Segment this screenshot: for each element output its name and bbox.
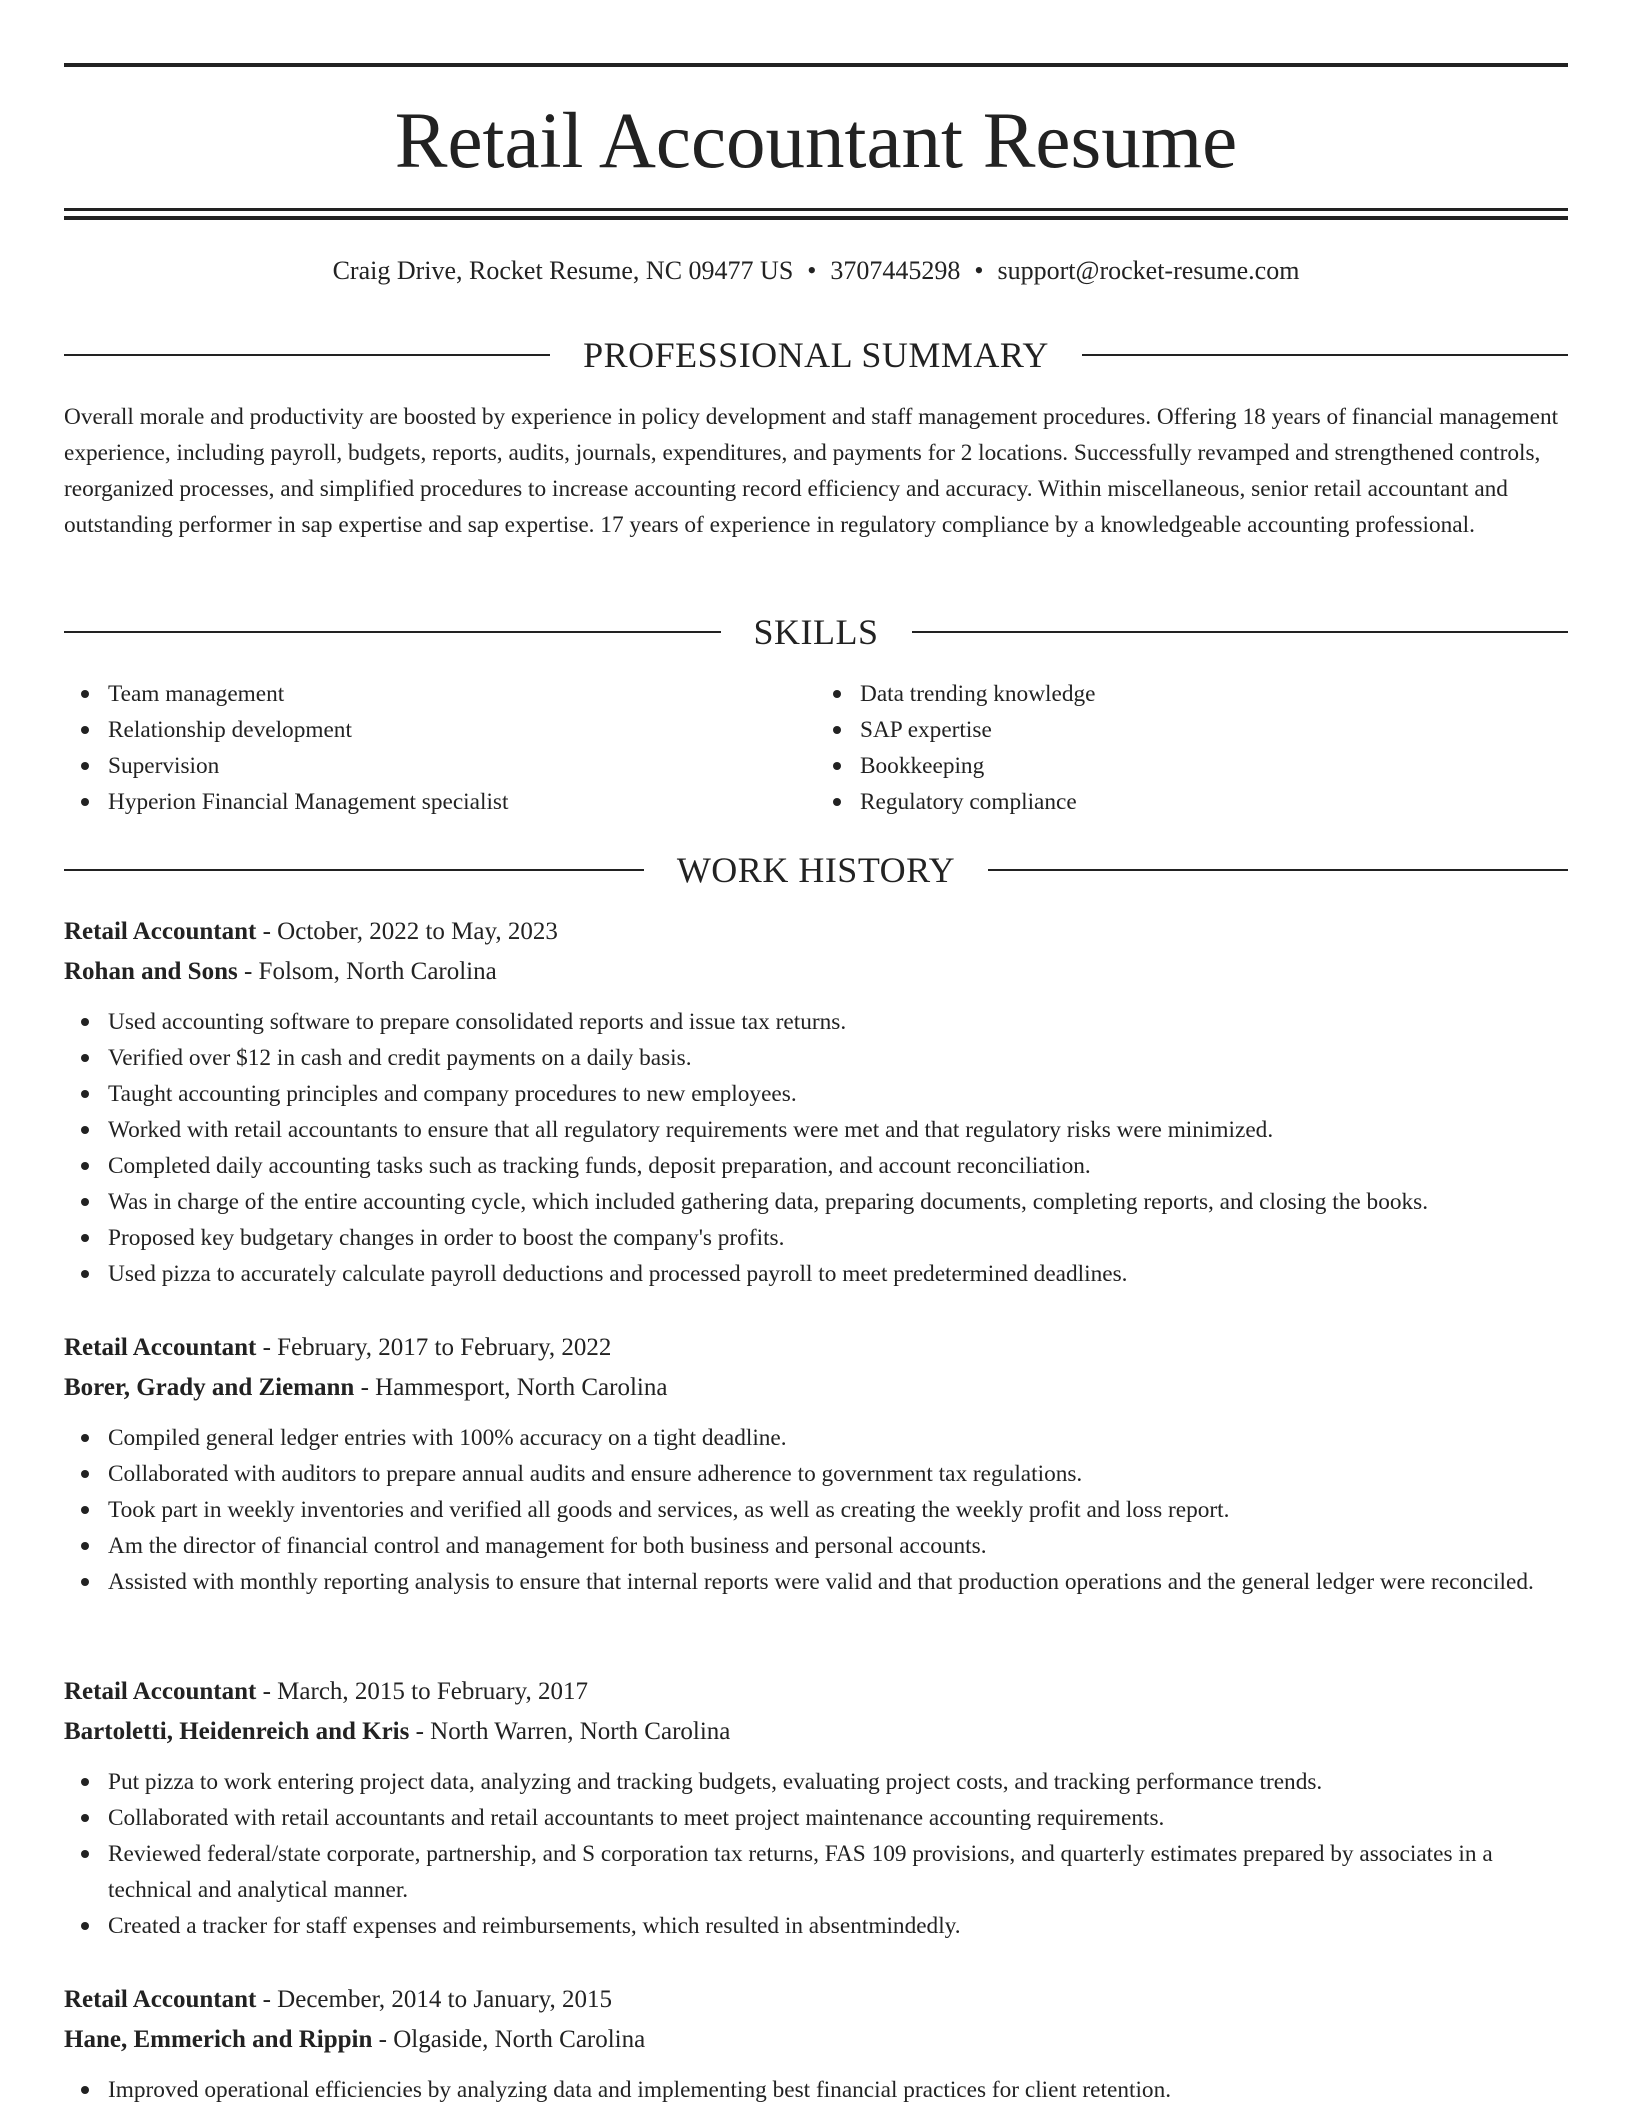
job-dates: - February, 2017 to February, 2022 bbox=[256, 1334, 612, 1361]
job-entry bbox=[64, 1980, 1568, 2108]
section-heading-skills bbox=[64, 611, 1568, 653]
section-title: WORK HISTORY bbox=[676, 850, 956, 890]
skills-column-right bbox=[816, 676, 1568, 820]
job-location: - Hammesport, North Carolina bbox=[354, 1374, 668, 1401]
job-duties bbox=[64, 1004, 1568, 1292]
job-entry bbox=[64, 1672, 1568, 1944]
duty-item: Worked with retail accountants to ensure that all regulatory requirements were met and that regulatory risks were minimized. bbox=[64, 1112, 1568, 1148]
contact-email: support@rocket-resume.com bbox=[997, 256, 1300, 285]
job-company-line bbox=[64, 1712, 1568, 1752]
job-location: - Folsom, North Carolina bbox=[237, 958, 497, 985]
section-rule bbox=[64, 631, 721, 633]
job-company-line bbox=[64, 1368, 1568, 1408]
contact-info bbox=[64, 254, 1568, 288]
duty-item: Completed daily accounting tasks such as tracking funds, deposit preparation, and account reconciliation. bbox=[64, 1148, 1568, 1184]
job-location: - North Warren, North Carolina bbox=[409, 1718, 731, 1745]
job-entry bbox=[64, 912, 1568, 1292]
job-title: Retail Accountant bbox=[64, 1986, 257, 2013]
duty-item: Reviewed federal/state corporate, partnership, and S corporation tax returns, FAS 109 provisions, and quarterly estimates prepared by associates in a technical and analytical manner. bbox=[64, 1836, 1568, 1908]
duty-item: Created a tracker for staff expenses and reimbursements, which resulted in absentmindedly. bbox=[64, 1908, 1568, 1944]
duty-item: Assisted with monthly reporting analysis to ensure that internal reports were valid and that production operations and the general ledger were reconciled. bbox=[64, 1564, 1568, 1600]
job-company-line bbox=[64, 952, 1568, 992]
job-title: Retail Accountant bbox=[64, 1678, 257, 1705]
contact-address: Craig Drive, Rocket Resume, NC 09477 US bbox=[332, 256, 794, 285]
section-heading-work-history bbox=[64, 849, 1568, 891]
job-company: Hane, Emmerich and Rippin bbox=[64, 2026, 373, 2053]
section-rule bbox=[64, 869, 644, 871]
skill-item: Team management bbox=[64, 676, 816, 712]
skills-list bbox=[64, 676, 1568, 820]
section-heading-summary bbox=[64, 334, 1568, 376]
skill-item: SAP expertise bbox=[816, 712, 1568, 748]
job-company: Rohan and Sons bbox=[64, 958, 238, 985]
job-title-line bbox=[64, 1328, 1568, 1368]
section-rule bbox=[64, 354, 550, 356]
section-rule bbox=[988, 869, 1568, 871]
duty-item: Improved operational efficiencies by analyzing data and implementing best financial practices for client retention. bbox=[64, 2072, 1568, 2108]
section-rule bbox=[912, 631, 1569, 633]
job-dates: - December, 2014 to January, 2015 bbox=[256, 1986, 612, 2013]
professional-summary: Overall morale and productivity are boosted by experience in policy development and staff management procedures. Offering 18 years of financial management experience, including payroll, budgets, reports, audits, journals, expenditures, and payments for 2 locations. Successfully revamped and strengthened controls, reorganized processes, and simplified procedures to increase accounting record efficiency and accuracy. Within miscellaneous, senior retail accountant and outstanding performer in sap expertise and sap expertise. 17 years of experience in regulatory compliance by a knowledgeable accounting professional. bbox=[64, 404, 1559, 538]
duty-item: Proposed key budgetary changes in order to boost the company's profits. bbox=[64, 1220, 1568, 1256]
contact-separator: • bbox=[807, 256, 817, 285]
duty-item: Used accounting software to prepare consolidated reports and issue tax returns. bbox=[64, 1004, 1568, 1040]
job-company: Borer, Grady and Ziemann bbox=[64, 1374, 355, 1401]
contact-separator: • bbox=[974, 256, 984, 285]
duty-item: Used pizza to accurately calculate payroll deductions and processed payroll to meet predetermined deadlines. bbox=[64, 1256, 1568, 1292]
job-title-line bbox=[64, 912, 1568, 952]
job-duties bbox=[64, 1764, 1568, 1944]
section-title: PROFESSIONAL SUMMARY bbox=[583, 335, 1049, 375]
section-rule bbox=[1082, 354, 1568, 356]
contact-phone: 3707445298 bbox=[830, 256, 961, 285]
skill-item: Bookkeeping bbox=[816, 748, 1568, 784]
section-title: SKILLS bbox=[753, 612, 879, 652]
duty-item: Taught accounting principles and company procedures to new employees. bbox=[64, 1076, 1568, 1112]
job-title: Retail Accountant bbox=[64, 1334, 257, 1361]
top-rule bbox=[64, 63, 1568, 67]
title-double-rule bbox=[64, 208, 1568, 220]
job-company: Bartoletti, Heidenreich and Kris bbox=[64, 1718, 410, 1745]
job-title: Retail Accountant bbox=[64, 918, 257, 945]
duty-item: Verified over $12 in cash and credit payments on a daily basis. bbox=[64, 1040, 1568, 1076]
skill-item: Regulatory compliance bbox=[816, 784, 1568, 820]
duty-item: Was in charge of the entire accounting cycle, which included gathering data, preparing documents, completing reports, and closing the books. bbox=[64, 1184, 1568, 1220]
duty-item: Put pizza to work entering project data, analyzing and tracking budgets, evaluating project costs, and tracking performance trends. bbox=[64, 1764, 1568, 1800]
page-title: Retail Accountant Resume bbox=[394, 98, 1238, 185]
job-duties bbox=[64, 2072, 1568, 2108]
job-title-line bbox=[64, 1672, 1568, 1712]
duty-item: Took part in weekly inventories and verified all goods and services, as well as creating the weekly profit and loss report. bbox=[64, 1492, 1568, 1528]
duty-item: Collaborated with auditors to prepare annual audits and ensure adherence to government tax regulations. bbox=[64, 1456, 1568, 1492]
job-dates: - March, 2015 to February, 2017 bbox=[256, 1678, 588, 1705]
job-company-line bbox=[64, 2020, 1568, 2060]
skill-item: Supervision bbox=[64, 748, 816, 784]
job-entry bbox=[64, 1328, 1568, 1600]
skill-item: Relationship development bbox=[64, 712, 816, 748]
skill-item: Hyperion Financial Management specialist bbox=[64, 784, 816, 820]
job-location: - Olgaside, North Carolina bbox=[372, 2026, 646, 2053]
duty-item: Collaborated with retail accountants and retail accountants to meet project maintenance accounting requirements. bbox=[64, 1800, 1568, 1836]
duty-item: Compiled general ledger entries with 100% accuracy on a tight deadline. bbox=[64, 1420, 1568, 1456]
skills-column-left bbox=[64, 676, 816, 820]
job-title-line bbox=[64, 1980, 1568, 2020]
duty-item: Am the director of financial control and management for both business and personal accounts. bbox=[64, 1528, 1568, 1564]
job-duties bbox=[64, 1420, 1568, 1600]
job-dates: - October, 2022 to May, 2023 bbox=[256, 918, 558, 945]
skill-item: Data trending knowledge bbox=[816, 676, 1568, 712]
